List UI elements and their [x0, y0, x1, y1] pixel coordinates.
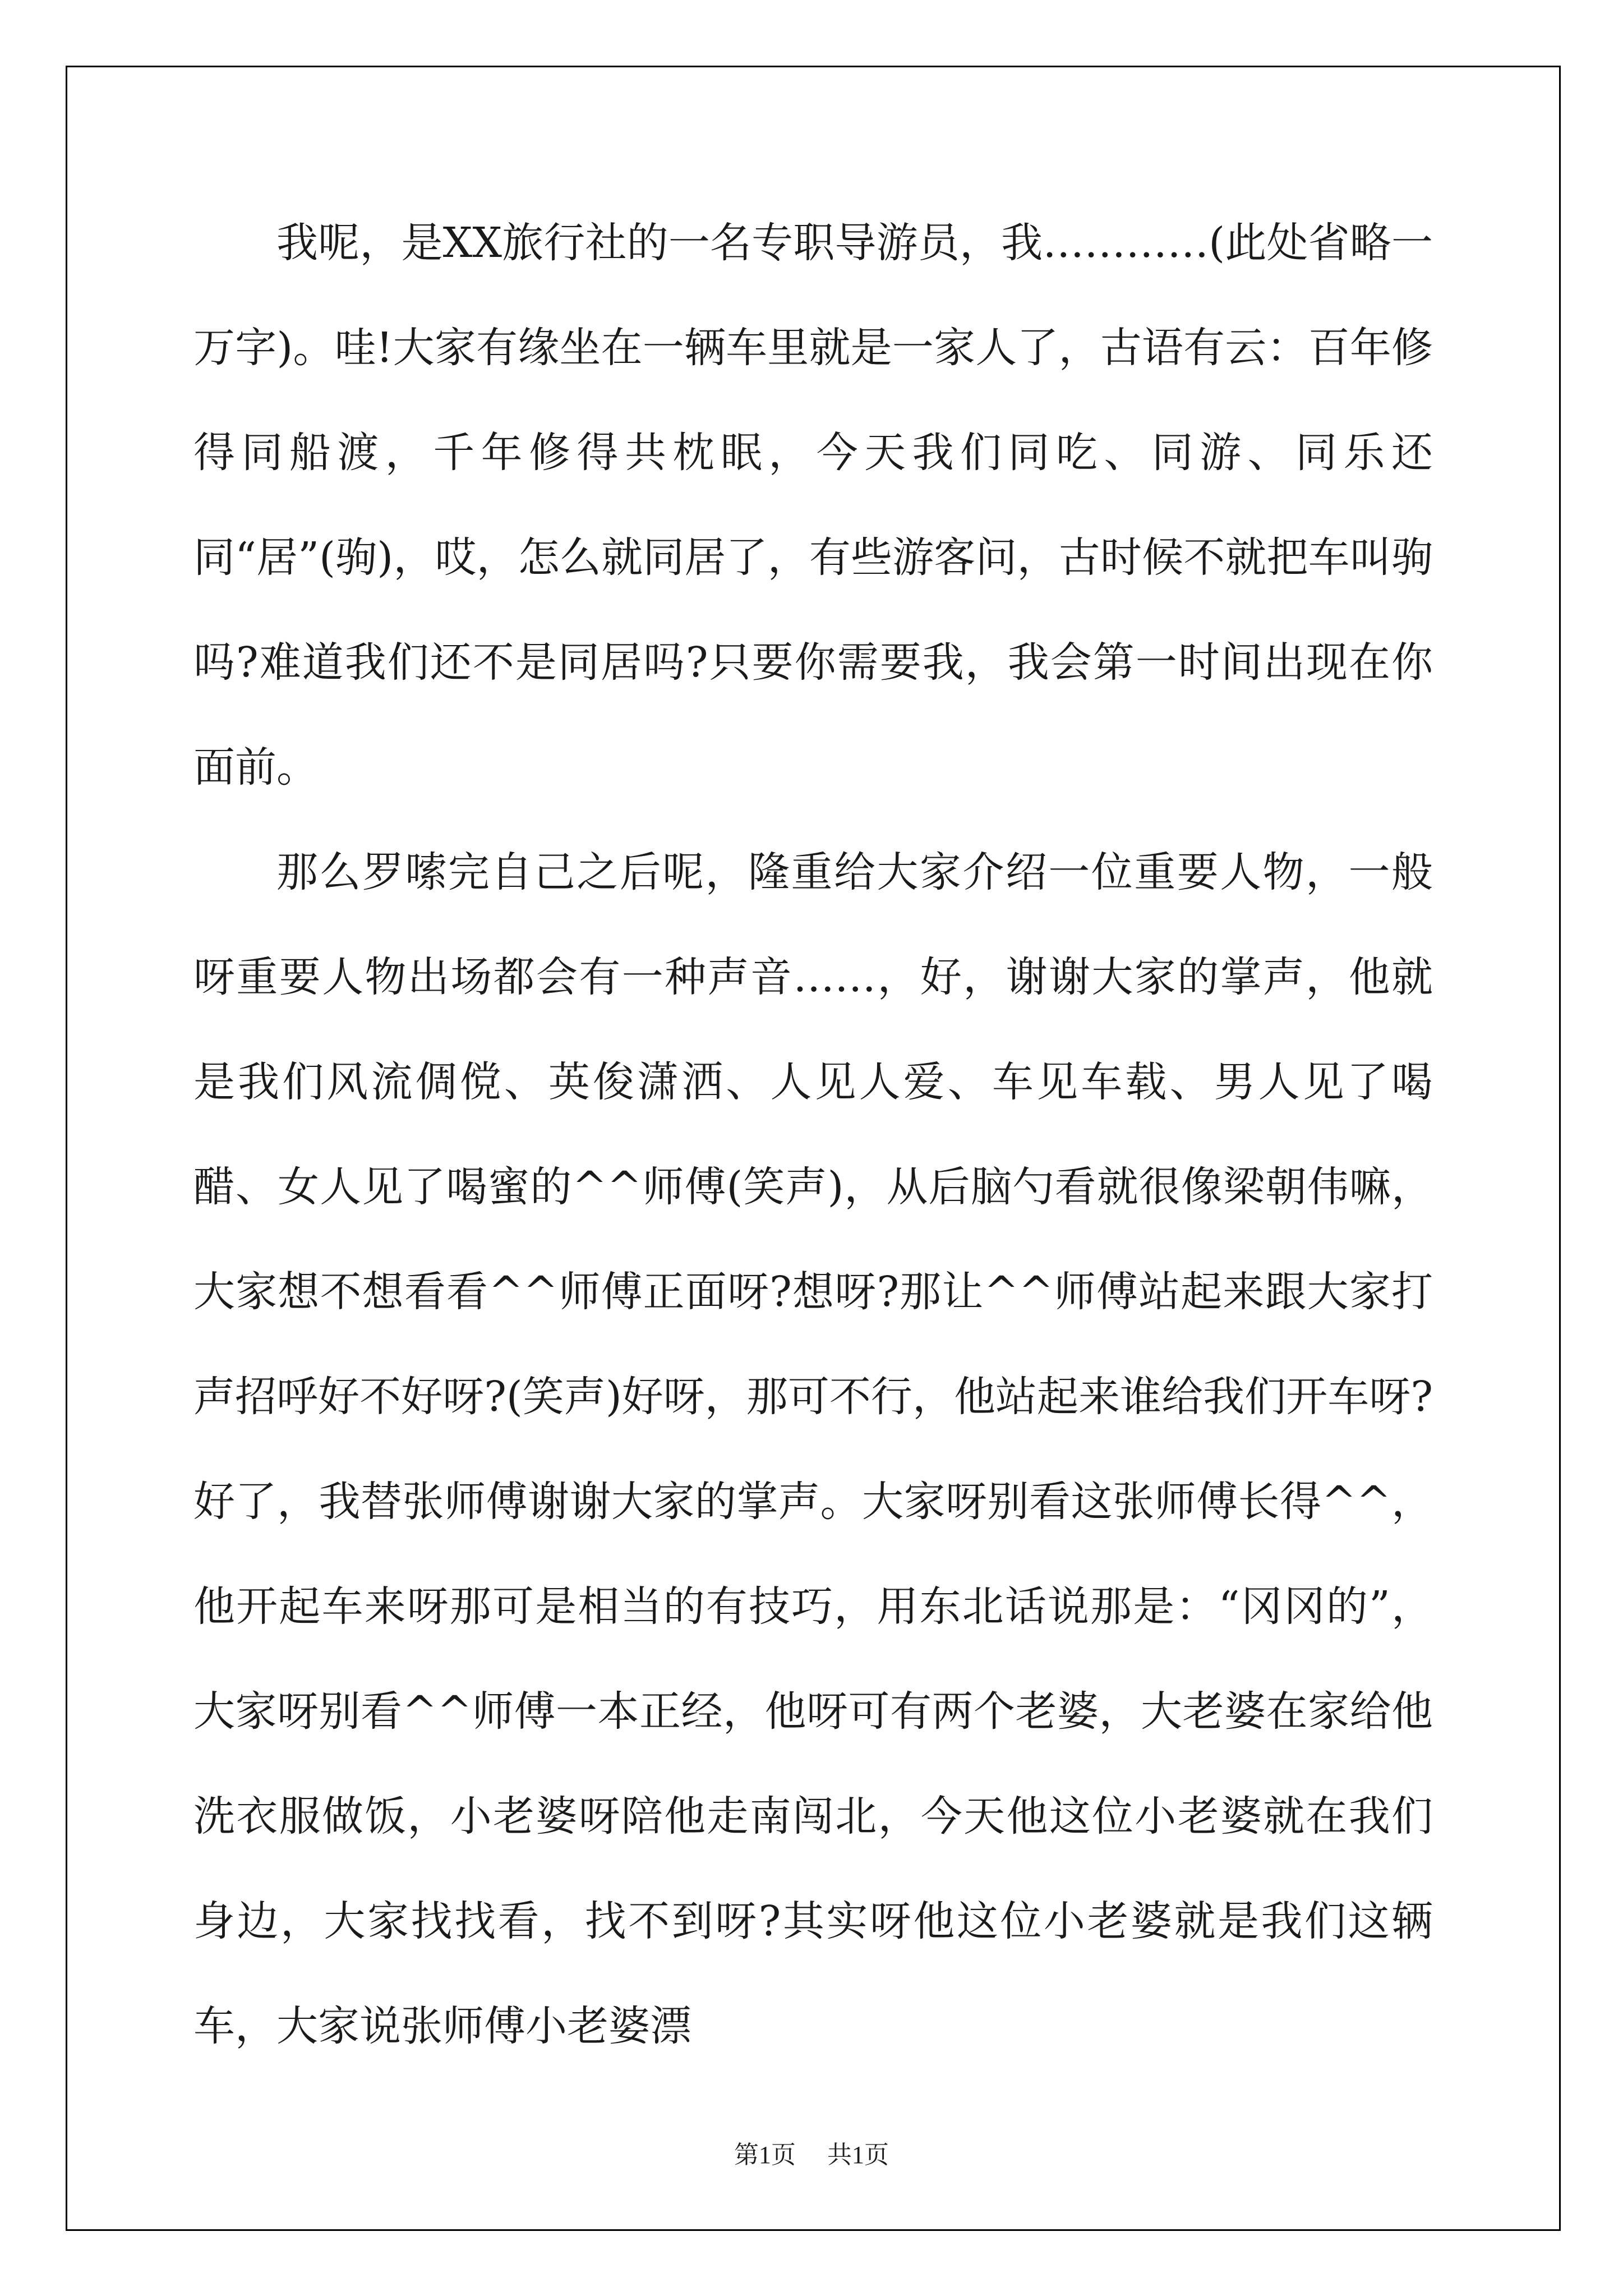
document-body	[193, 191, 1433, 2079]
page-total: 共1页	[827, 2141, 889, 2169]
page-footer	[0, 2134, 1623, 2170]
page-number: 第1页	[734, 2141, 796, 2169]
paragraph-intro: 我呢，是XX旅行社的一名专职导游员，我…………(此处省略一万字)。哇!大家有缘坐在一辆车里就是一家人了，古语有云：百年修得同船渡，千年修得共枕眠，今天我们同吃、同游、同乐还同“居”(驹)，哎，怎么就同居了，有些游客问，古时候不就把车叫驹吗?难道我们还不是同居吗?只要你需要我，我会第一时间出现在你面前。	[193, 219, 1433, 792]
paragraph-driver: 那么罗嗦完自己之后呢，隆重给大家介绍一位重要人物，一般呀重要人物出场都会有一种声音……，好，谢谢大家的掌声，他就是我们风流倜傥、英俊潇洒、人见人爱、车见车载、男人见了喝醋、女人见了喝蜜的^^师傅(笑声)，从后脑勺看就很像梁朝伟嘛，大家想不想看看^^师傅正面呀?想呀?那让^^师傅站起来跟大家打声招呼好不好呀?(笑声)好呀，那可不行，他站起来谁给我们开车呀?好了，我替张师傅谢谢大家的掌声。大家呀别看这张师傅长得^^，他开起车来呀那可是相当的有技巧，用东北话说那是：“冈冈的”，大家呀别看^^师傅一本正经，他呀可有两个老婆，大老婆在家给他洗衣服做饭，小老婆呀陪他走南闯北，今天他这位小老婆就在我们身边，大家找找看，找不到呀?其实呀他这位小老婆就是我们这辆车，大家说张师傅小老婆漂	[193, 848, 1433, 2050]
